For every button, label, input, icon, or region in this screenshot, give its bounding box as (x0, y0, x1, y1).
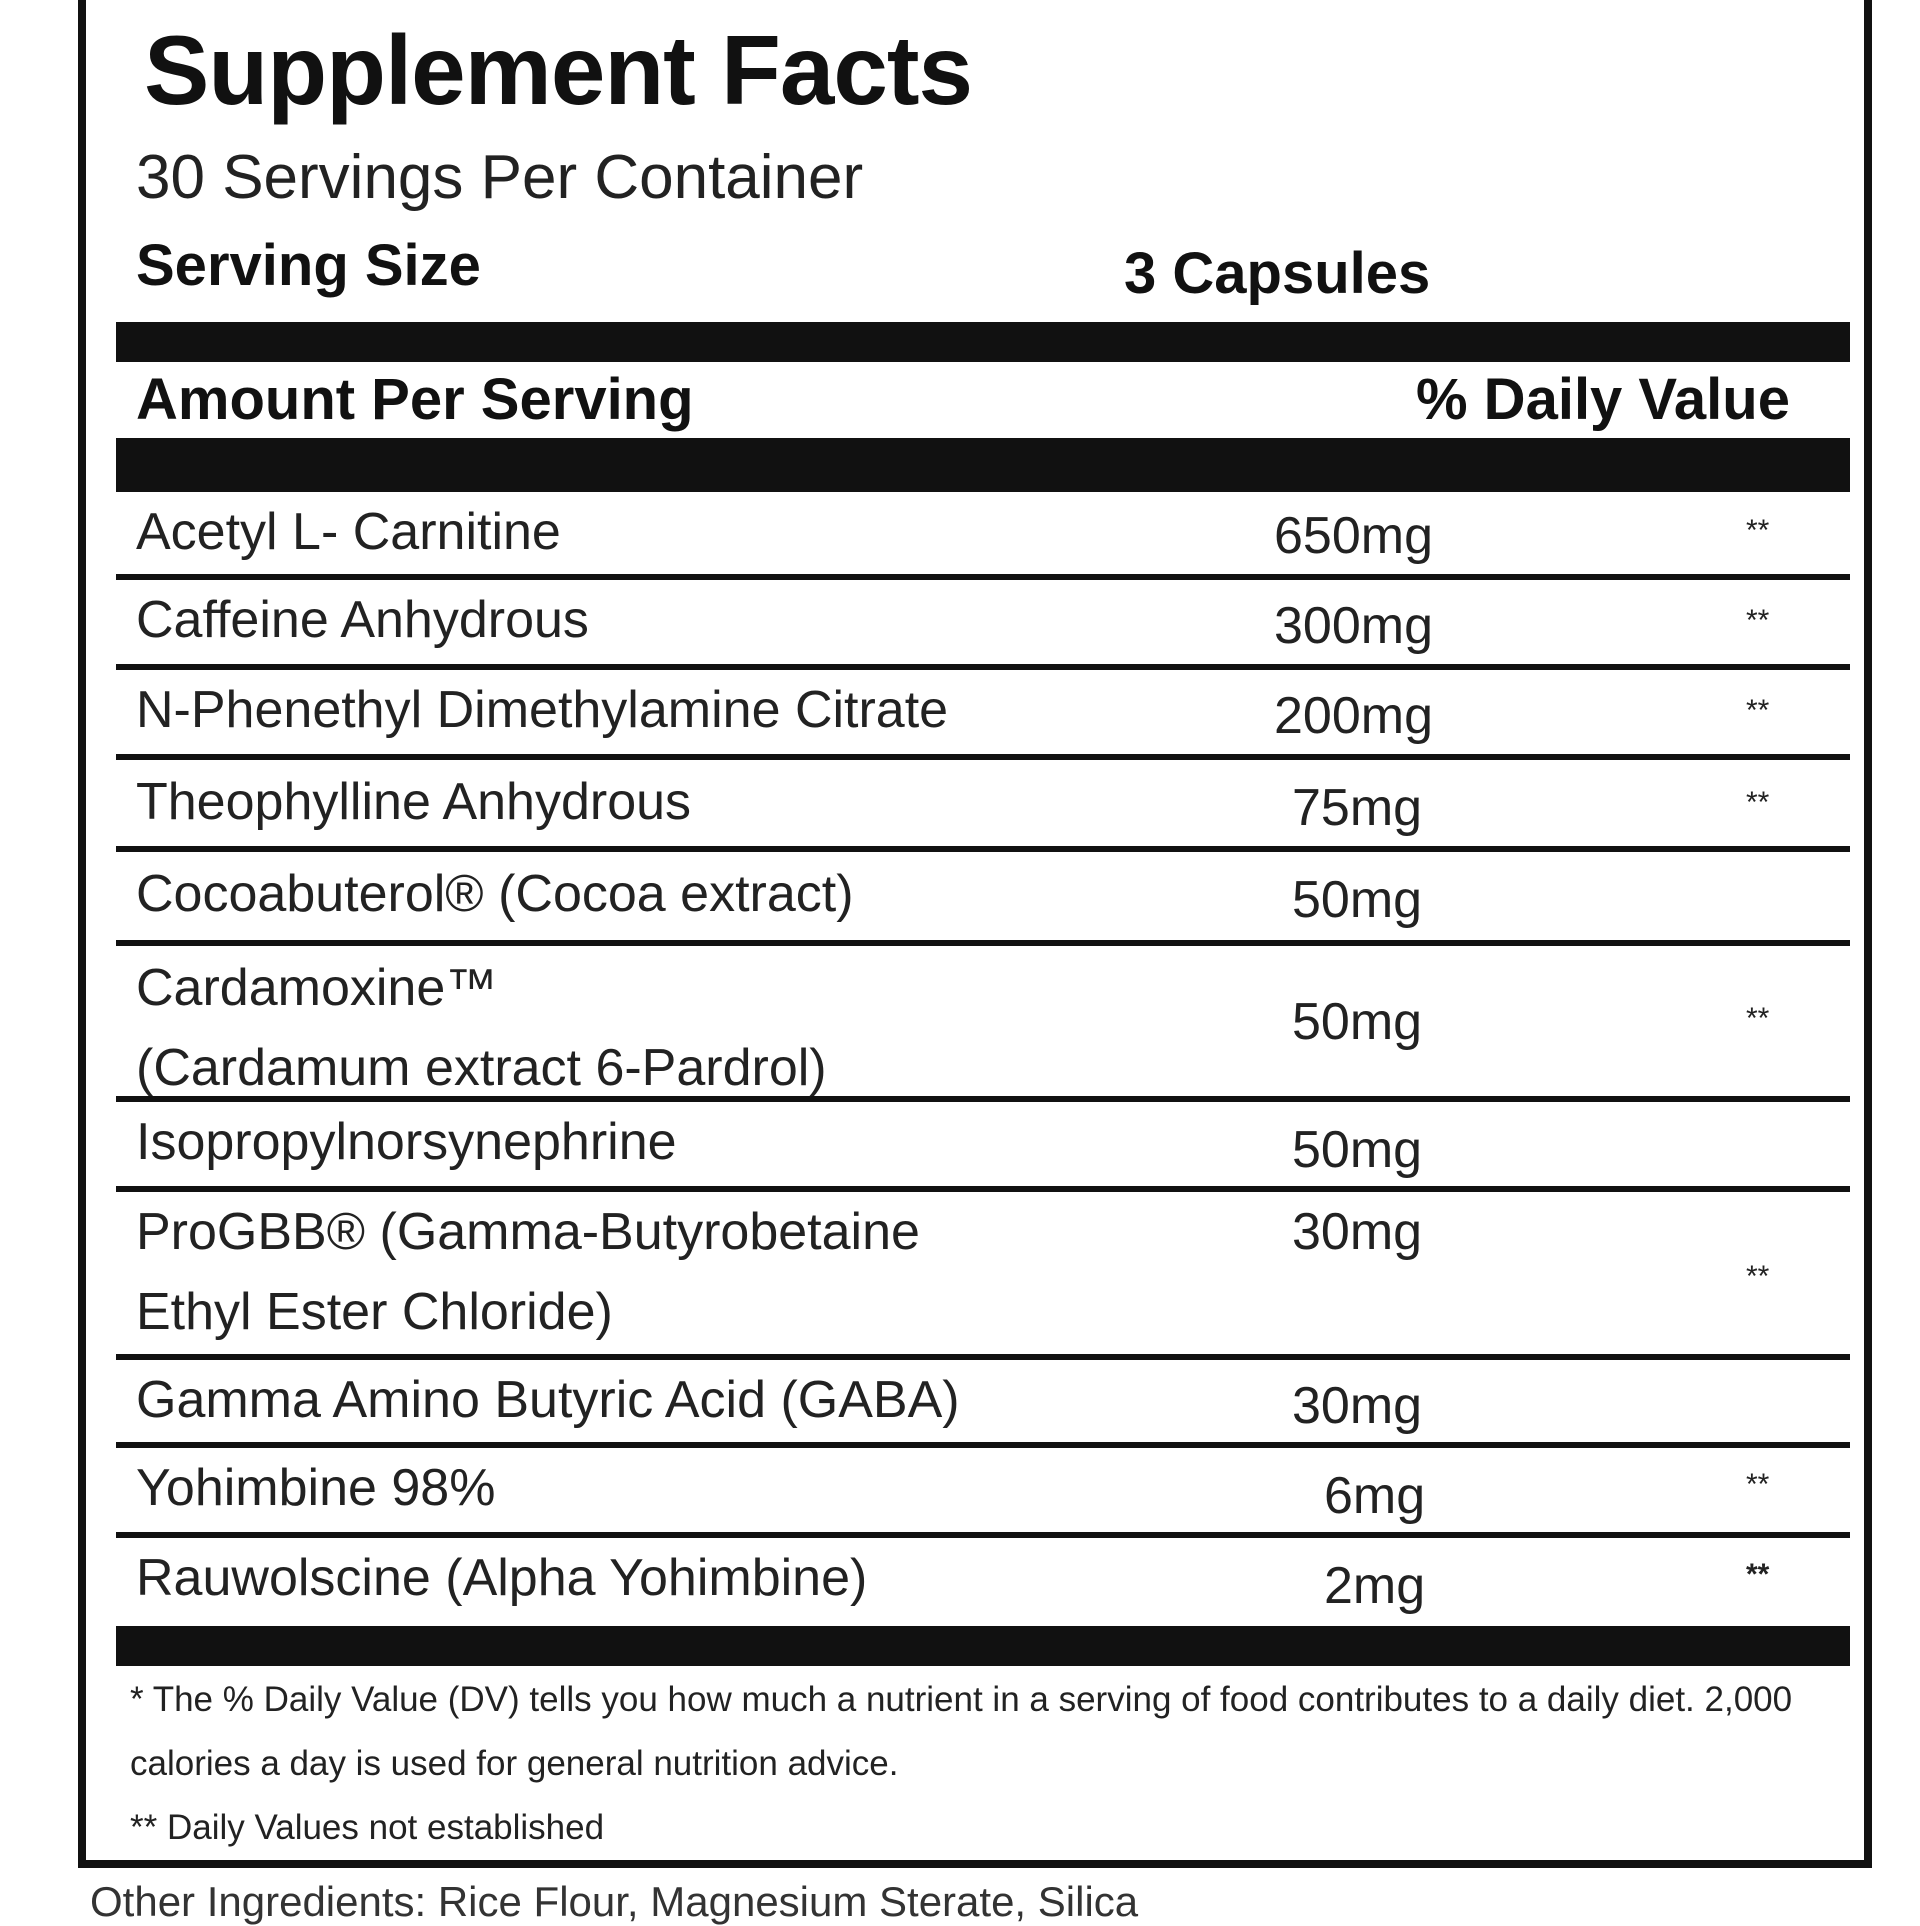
ingredient-name: Cocoabuterol® (Cocoa extract) (136, 865, 854, 923)
ingredient-name: Yohimbine 98% (136, 1459, 496, 1517)
ingredient-amount: 50mg (1292, 1121, 1423, 1179)
panel-title: Supplement Facts (144, 15, 973, 125)
ingredient-row (116, 492, 1850, 580)
ingredient-row (116, 1538, 1850, 1626)
other-ingredients: Other Ingredients: Rice Flour, Magnesium Sterate, Silica (90, 1878, 1139, 1925)
daily-value-header: % Daily Value (1416, 367, 1790, 432)
daily-value-footnote: * The % Daily Value (DV) tells you how much a nutrient in a serving of food contributes to a daily diet. 2,000 calories a day is used for general nutrition advice. (130, 1680, 1793, 1783)
ingredient-amount: 50mg (1292, 871, 1423, 929)
ingredient-row (116, 1192, 1850, 1360)
daily-value-mark: ** (1746, 1558, 1770, 1591)
ingredient-amount: 50mg (1292, 993, 1423, 1051)
serving-size-label: Serving Size (136, 233, 481, 298)
ingredient-name: Rauwolscine (Alpha Yohimbine) (136, 1549, 868, 1607)
ingredient-row (116, 760, 1850, 852)
ingredient-name-continued: (Cardamum extract 6-Pardrol) (136, 1039, 827, 1097)
daily-value-mark: ** (1746, 1260, 1770, 1293)
ingredient-amount: 6mg (1324, 1467, 1426, 1525)
ingredient-name: Cardamoxine™ (136, 959, 498, 1017)
ingredient-row (116, 946, 1850, 1102)
daily-value-mark: ** (1746, 604, 1770, 637)
footnote (130, 1668, 1830, 1860)
daily-value-mark: ** (1746, 694, 1770, 727)
daily-value-mark: ** (1746, 1002, 1770, 1035)
ingredient-amount: 30mg (1292, 1203, 1423, 1261)
daily-value-mark: ** (1746, 514, 1770, 547)
ingredient-row (116, 580, 1850, 670)
ingredient-name: N-Phenethyl Dimethylamine Citrate (136, 681, 949, 739)
ingredient-name: Isopropylnorsynephrine (136, 1113, 677, 1171)
ingredient-amount: 200mg (1274, 687, 1433, 745)
ingredient-amount: 2mg (1324, 1557, 1426, 1615)
divider-bar (116, 1626, 1850, 1666)
daily-value-mark: ** (1746, 1468, 1770, 1501)
ingredient-name-continued: Ethyl Ester Chloride) (136, 1283, 613, 1341)
ingredient-name: Theophylline Anhydrous (136, 773, 692, 831)
servings-per-container: 30 Servings Per Container (136, 143, 864, 212)
serving-size-value: 3 Capsules (1124, 241, 1431, 306)
ingredient-row (116, 670, 1850, 760)
daily-value-mark: ** (1746, 786, 1770, 819)
ingredient-amount: 300mg (1274, 597, 1433, 655)
amount-per-serving-header: Amount Per Serving (136, 367, 694, 432)
ingredient-row (116, 852, 1850, 946)
ingredient-row (116, 1360, 1850, 1448)
supplement-facts-panel (78, 0, 1872, 1868)
ingredient-row (116, 1102, 1850, 1192)
ingredient-name: ProGBB® (Gamma-Butyrobetaine (136, 1203, 920, 1261)
ingredient-name: Gamma Amino Butyric Acid (GABA) (136, 1371, 960, 1429)
ingredient-amount: 30mg (1292, 1377, 1423, 1435)
ingredient-amount: 650mg (1274, 507, 1433, 565)
divider-bar (116, 438, 1850, 492)
not-established-footnote: ** Daily Values not established (130, 1808, 605, 1847)
ingredient-name: Acetyl L- Carnitine (136, 503, 561, 561)
ingredient-name: Caffeine Anhydrous (136, 591, 589, 649)
ingredient-amount: 75mg (1292, 779, 1423, 837)
divider-bar (116, 322, 1850, 362)
ingredient-row (116, 1448, 1850, 1538)
